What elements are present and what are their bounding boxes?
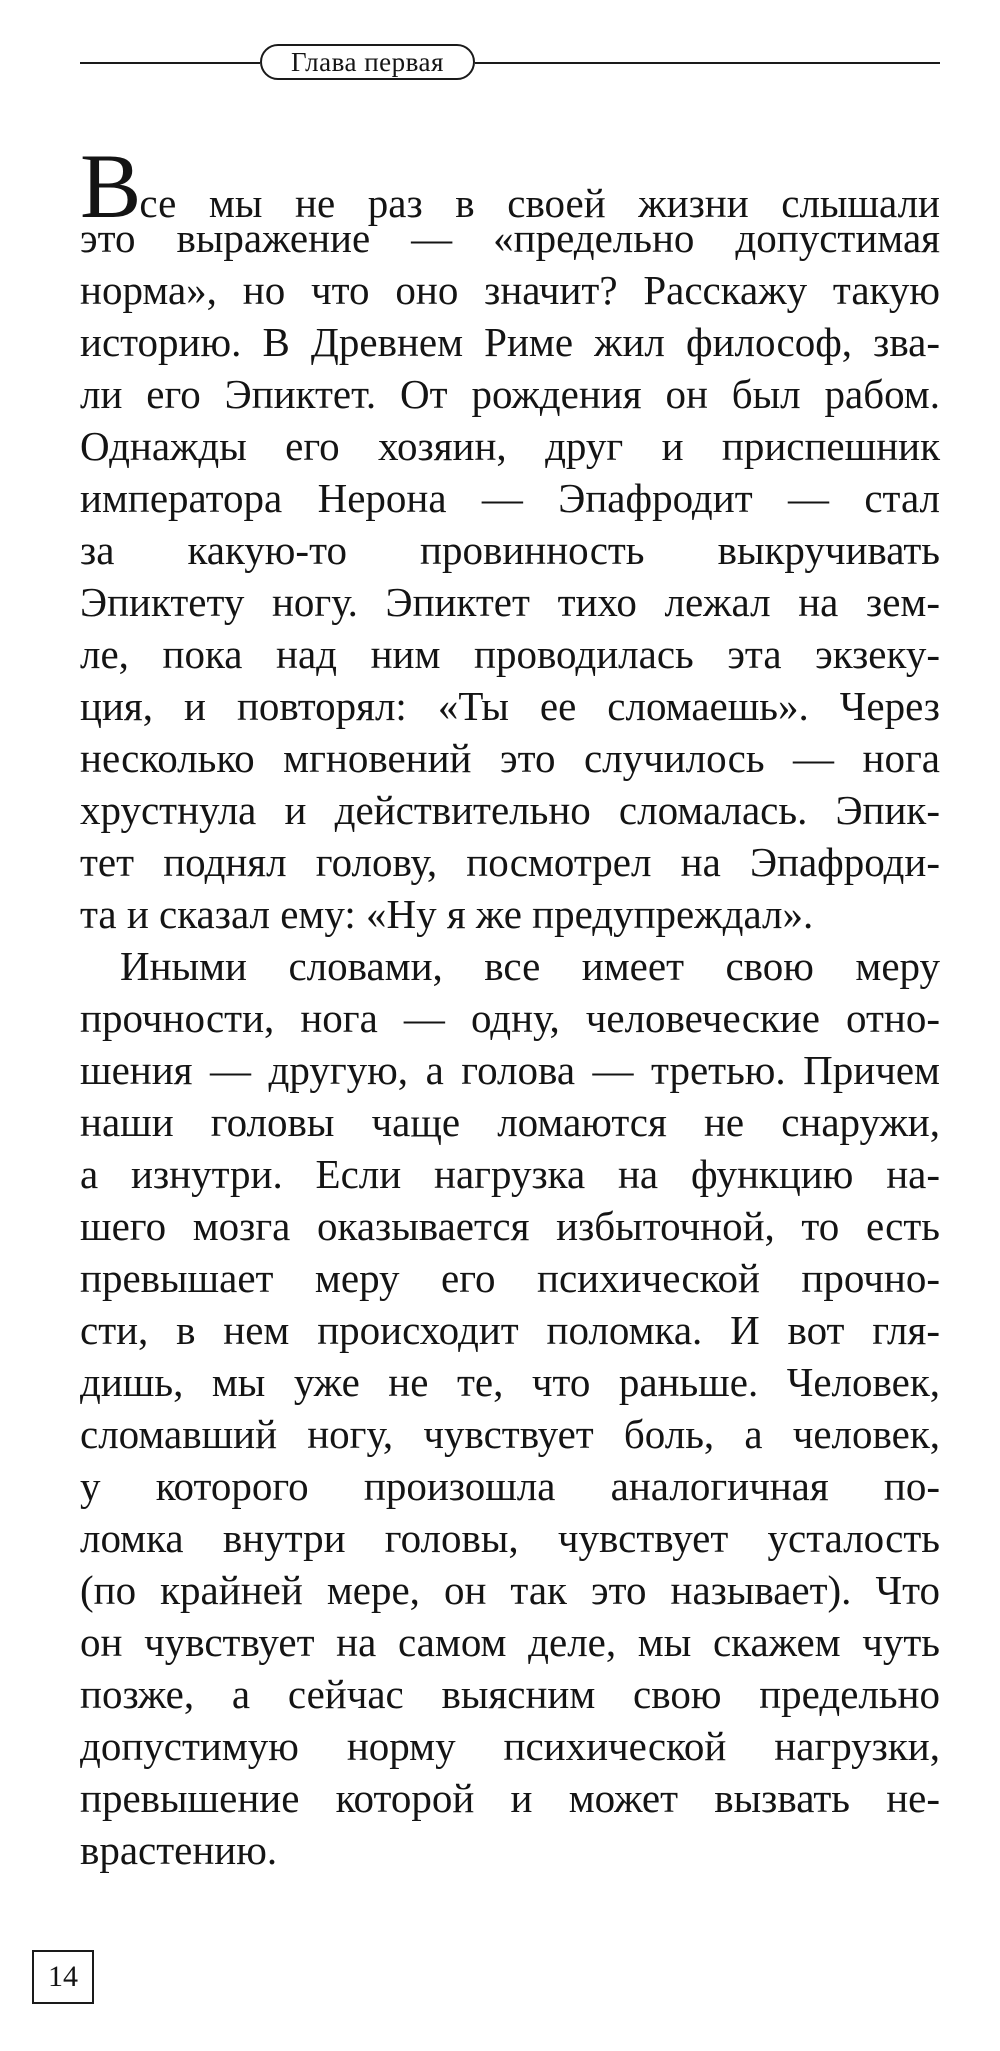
text-line: историю. В Древнем Риме жил философ, зва- bbox=[80, 319, 940, 365]
text-line: ломка внутри головы, чувствует усталость bbox=[80, 1515, 940, 1561]
text-line: императора Нерона — Эпафродит — стал bbox=[80, 475, 940, 521]
text-line: он чувствует на самом деле, мы скажем чуть bbox=[80, 1619, 940, 1665]
header-rule-left bbox=[80, 62, 260, 64]
text-line: это выражение — «предельно допустимая bbox=[80, 215, 940, 261]
first-line-text: се мы не раз в своей жизни слышали bbox=[139, 180, 940, 226]
text-line: Однажды его хозяин, друг и приспешник bbox=[80, 423, 940, 469]
text-line: у которого произошла аналогичная по- bbox=[80, 1463, 940, 1509]
text-line: ция, и повторял: «Ты ее сломаешь». Через bbox=[80, 683, 940, 729]
first-line bbox=[80, 122, 940, 237]
paragraph-1 bbox=[80, 122, 940, 940]
text-line: тет поднял голову, посмотрел на Эпафроди- bbox=[80, 839, 940, 885]
paragraph-2 bbox=[80, 940, 940, 1876]
text-line: Эпиктету ногу. Эпиктет тихо лежал на зем- bbox=[80, 579, 940, 625]
header-rule-right bbox=[475, 62, 940, 64]
text-line: превышение которой и может вызвать не- bbox=[80, 1775, 940, 1821]
text-line: прочности, нога — одну, человеческие отно- bbox=[80, 995, 940, 1041]
drop-cap: В bbox=[80, 135, 140, 237]
text-line: ле, пока над ним проводилась эта экзеку- bbox=[80, 631, 940, 677]
text-line: сти, в нем происходит поломка. И вот гля- bbox=[80, 1307, 940, 1353]
text-line: допустимую норму психической нагрузки, bbox=[80, 1723, 940, 1769]
text-line: ли его Эпиктет. От рождения он был рабом. bbox=[80, 371, 940, 417]
text-line: а изнутри. Если нагрузка на функцию на- bbox=[80, 1151, 940, 1197]
text-line: шего мозга оказывается избыточной, то есть bbox=[80, 1203, 940, 1249]
text-line: сломавший ногу, чувствует боль, а человек, bbox=[80, 1411, 940, 1457]
text-line: превышает меру его психической прочно- bbox=[80, 1255, 940, 1301]
text-line: (по крайней мере, он так это называет). Что bbox=[80, 1567, 940, 1613]
text-line: та и сказал ему: «Ну я же предупреждал». bbox=[80, 891, 814, 937]
text-line: несколько мгновений это случилось — нога bbox=[80, 735, 940, 781]
running-header bbox=[80, 44, 940, 84]
text-line: дишь, мы уже не те, что раньше. Человек, bbox=[80, 1359, 940, 1405]
chapter-title: Глава первая bbox=[260, 44, 475, 80]
text-line: врастению. bbox=[80, 1827, 278, 1873]
text-line: шения — другую, а голова — третью. Причем bbox=[80, 1047, 940, 1093]
text-line: норма», но что оно значит? Расскажу такую bbox=[80, 267, 940, 313]
text-line: наши головы чаще ломаются не снаружи, bbox=[80, 1099, 940, 1145]
page-body bbox=[80, 122, 940, 1876]
page-number: 14 bbox=[32, 1950, 94, 2004]
text-line: Иными словами, все имеет свою меру bbox=[120, 943, 940, 989]
text-line: позже, а сейчас выясним свою предельно bbox=[80, 1671, 940, 1717]
text-line: хрустнула и действительно сломалась. Эпик- bbox=[80, 787, 940, 833]
text-line: за какую-то провинность выкручивать bbox=[80, 527, 940, 573]
